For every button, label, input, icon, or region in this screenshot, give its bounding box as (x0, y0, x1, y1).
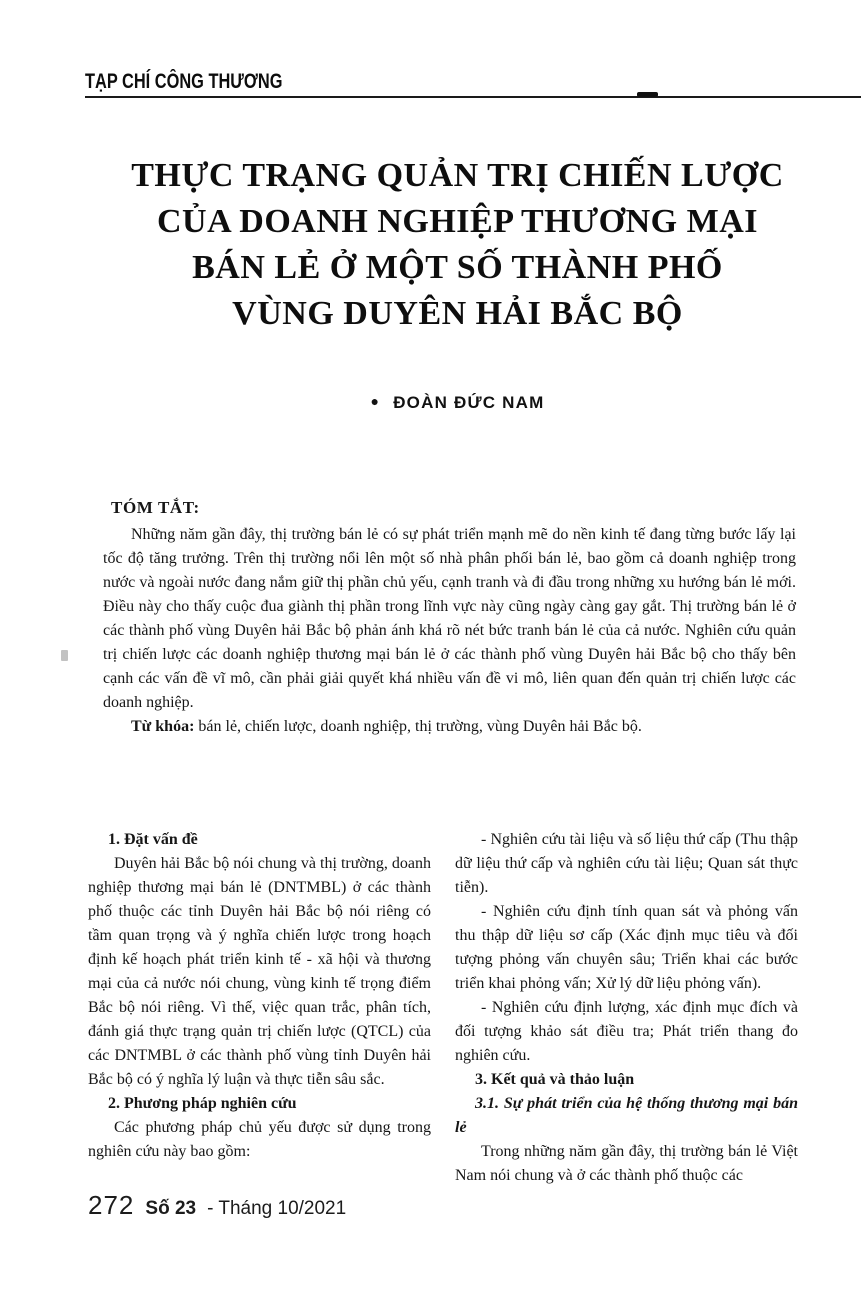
page-footer (88, 1190, 346, 1221)
left-column (88, 828, 431, 1188)
keywords-text: bán lẻ, chiến lược, doanh nghiệp, thị trường, vùng Duyên hải Bắc bộ. (194, 718, 642, 735)
abstract-body: Những năm gần đây, thị trường bán lẻ có sự phát triển mạnh mẽ do nền kinh tế đang từng bước lấy lại tốc độ tăng trưởng. Trên thị trường nổi lên một số nhà phân phối bán lẻ, bao gồm cả doanh nghiệp trong nước và ngoài nước đang nắm giữ thị phần chủ yếu, cạnh tranh và đi đầu trong những xu hướng bán lẻ mới. Điều này cho thấy cuộc đua giành thị phần trong lĩnh vực này cũng ngày càng gay gắt. Thị trường bán lẻ ở các thành phố vùng Duyên hải Bắc bộ phản ánh khá rõ nét bức tranh bán lẻ của cả nước. Nghiên cứu quản trị chiến lược các doanh nghiệp thương mại bán lẻ ở các thành phố vùng Duyên hải Bắc bộ cho thấy bên cạnh các vấn đề vĩ mô, cần phải giải quyết khá nhiều vấn đề vi mô, liên quan đến quản trị chiến lược các doanh nghiệp. (103, 526, 796, 711)
article-title-line-1: THỰC TRẠNG QUẢN TRỊ CHIẾN LƯỢC (131, 157, 784, 194)
right-column (455, 828, 798, 1188)
scan-artifact-blot (637, 92, 658, 97)
issue-date: - Tháng 10/2021 (207, 1198, 347, 1219)
abstract-section (103, 498, 796, 739)
body-paragraph: Trong những năm gần đây, thị trường bán lẻ Việt Nam nói chung và ở các thành phố thuộc các (455, 1143, 798, 1184)
abstract-keywords (103, 715, 796, 739)
section-subheading-3-1: 3.1. Sự phát triển của hệ thống thương mại bán lẻ (455, 1095, 798, 1136)
article-title-line-3: BÁN LẺ Ở MỘT SỐ THÀNH PHỐ (192, 249, 723, 286)
page-number: 272 (88, 1190, 135, 1220)
body-paragraph: - Nghiên cứu định lượng, xác định mục đích và đối tượng khảo sát điều tra; Phát triển thang đo nghiên cứu. (455, 999, 798, 1064)
body-paragraph: - Nghiên cứu định tính quan sát và phỏng vấn thu thập dữ liệu sơ cấp (Xác định mục tiêu và đối tượng phỏng vấn chuyên sâu; Triển khai các bước triển khai phỏng vấn; Xử lý dữ liệu phỏng vấn). (455, 903, 798, 992)
author-name: ĐOÀN ĐỨC NAM (393, 393, 545, 412)
body-paragraph: - Nghiên cứu tài liệu và số liệu thứ cấp (Thu thập dữ liệu thứ cấp và nghiên cứu tài liệu; Quan sát thực tiễn). (455, 831, 798, 896)
section-heading-1: 1. Đặt vấn đề (108, 831, 198, 848)
issue-label: Số 23 (145, 1198, 197, 1219)
author-line (52, 393, 863, 413)
body-paragraph: Các phương pháp chủ yếu được sử dụng trong nghiên cứu này bao gồm: (88, 1119, 431, 1160)
keywords-label: Từ khóa: (131, 718, 195, 735)
abstract-heading: TÓM TẮT: (111, 498, 200, 517)
section-heading-3: 3. Kết quả và thảo luận (475, 1071, 635, 1088)
article-title-line-4: VÙNG DUYÊN HẢI BẮC BỘ (232, 295, 683, 332)
journal-name: TẠP CHÍ CÔNG THƯƠNG (85, 70, 283, 93)
scan-artifact-tick (61, 650, 68, 661)
article-body (88, 828, 798, 1188)
body-paragraph: Duyên hải Bắc bộ nói chung và thị trường, doanh nghiệp thương mại bán lẻ (DNTMBL) ở các thành phố thuộc các tỉnh Duyên hải Bắc bộ nói riêng có tầm quan trọng và ý nghĩa chiến lược trong hoạch định kế hoạch phát triển kinh tế - xã hội và thương mại của cả nước nói chung, vùng kinh tế trọng điểm Bắc bộ nói riêng. Vì thế, việc quan trắc, phân tích, đánh giá thực trạng quản trị chiến lược (QTCL) của các DNTMBL ở các thành phố vùng tỉnh Duyên hải Bắc bộ có ý nghĩa lý luận và thực tiễn sâu sắc. (88, 855, 431, 1088)
header-rule (85, 96, 861, 98)
article-title (52, 153, 863, 337)
bullet-icon: ● (370, 393, 381, 409)
section-heading-2: 2. Phương pháp nghiên cứu (108, 1095, 297, 1112)
article-title-line-2: CỦA DOANH NGHIỆP THƯƠNG MẠI (157, 203, 758, 240)
